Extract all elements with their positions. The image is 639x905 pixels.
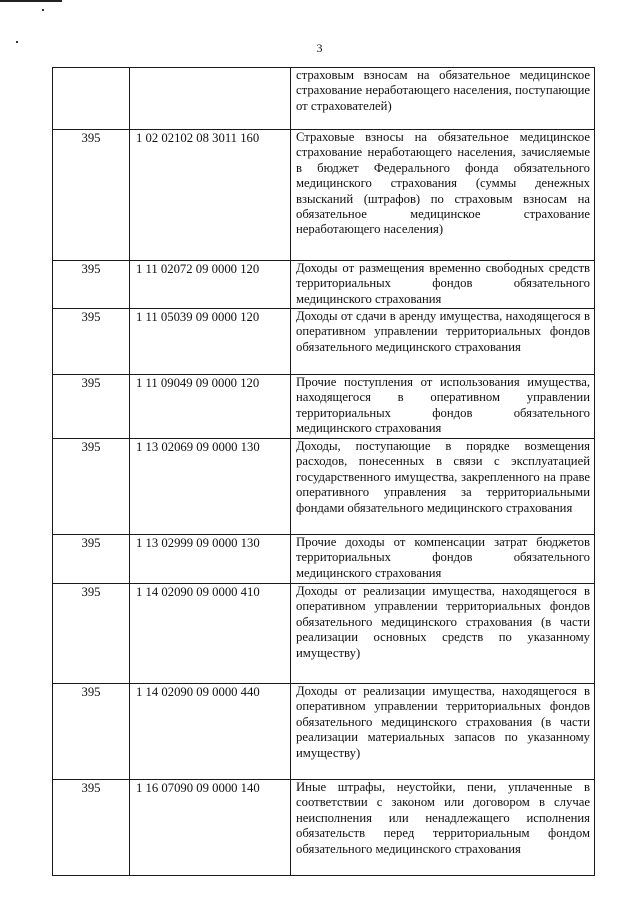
- table-row: [53, 130, 595, 261]
- administrator-code-cell: 395: [53, 535, 130, 584]
- revenue-description-cell: Прочие доходы от компенсации затрат бюджетов территориальных фондов обязательного медицинского страхования: [291, 535, 595, 584]
- table-row: [53, 261, 595, 309]
- budget-classification-code-cell: 1 11 05039 09 0000 120: [130, 309, 291, 375]
- revenue-description-cell: Доходы, поступающие в порядке возмещения расходов, понесенных в связи с эксплуатацией государственного имущества, закрепленного на праве оперативного управления за территориальными фондами обязательного медицинского страхования: [291, 439, 595, 535]
- administrator-code-cell: 395: [53, 309, 130, 375]
- budget-classification-code-cell: 1 11 02072 09 0000 120: [130, 261, 291, 309]
- table-row: [53, 780, 595, 876]
- revenue-description-cell: Доходы от сдачи в аренду имущества, находящегося в оперативном управлении территориальных фондов обязательного медицинского страхования: [291, 309, 595, 375]
- revenue-description-cell: страховым взносам на обязательное медицинское страхование неработающего населения, поступающие от страхователей): [291, 68, 595, 130]
- budget-classification-code-cell: 1 13 02069 09 0000 130: [130, 439, 291, 535]
- revenue-description-cell: Иные штрафы, неустойки, пени, уплаченные в соответствии с законом или договором в случае неисполнения или ненадлежащего исполнения обязательств перед территориальным фондом обязательного медицинского страхования: [291, 780, 595, 876]
- administrator-code-cell: 395: [53, 375, 130, 439]
- table-row: [53, 68, 595, 130]
- budget-classification-code-cell: 1 14 02090 09 0000 440: [130, 684, 291, 780]
- table-row: [53, 439, 595, 535]
- administrator-code-cell: 395: [53, 439, 130, 535]
- table-row: [53, 375, 595, 439]
- page-number: 3: [316, 41, 323, 55]
- revenue-classification-table: [52, 67, 595, 876]
- administrator-code-cell: 395: [53, 130, 130, 261]
- table-row: [53, 309, 595, 375]
- revenue-description-cell: Доходы от реализации имущества, находящегося в оперативном управлении территориальных фондов обязательного медицинского страхования (в части реализации основных средств по указанному имуществу): [291, 584, 595, 684]
- administrator-code-cell: [53, 68, 130, 130]
- revenue-description-cell: Доходы от реализации имущества, находящегося в оперативном управлении территориальных фондов обязательного медицинского страхования (в части реализации материальных запасов по указанному имуществу): [291, 684, 595, 780]
- administrator-code-cell: 395: [53, 684, 130, 780]
- table-row: [53, 584, 595, 684]
- scan-edge-mark: [0, 0, 62, 2]
- table-row: [53, 535, 595, 584]
- budget-classification-code-cell: 1 11 09049 09 0000 120: [130, 375, 291, 439]
- table-row: [53, 684, 595, 780]
- administrator-code-cell: 395: [53, 584, 130, 684]
- administrator-code-cell: 395: [53, 261, 130, 309]
- administrator-code-cell: 395: [53, 780, 130, 876]
- revenue-description-cell: Прочие поступления от использования имущества, находящегося в оперативном управлении территориальных фондов обязательного медицинского страхования: [291, 375, 595, 439]
- budget-classification-code-cell: 1 14 02090 09 0000 410: [130, 584, 291, 684]
- scan-speck: [42, 9, 44, 11]
- budget-classification-code-cell: 1 16 07090 09 0000 140: [130, 780, 291, 876]
- budget-classification-code-cell: 1 13 02999 09 0000 130: [130, 535, 291, 584]
- budget-classification-code-cell: 1 02 02102 08 3011 160: [130, 130, 291, 261]
- revenue-description-cell: Страховые взносы на обязательное медицинское страхование неработающего населения, зачисляемые в бюджет Федерального фонда обязательного медицинского страхования (суммы денежных взысканий (штрафов) по страховым взносам на обязательное медицинское страхование неработающего населения): [291, 130, 595, 261]
- budget-classification-code-cell: [130, 68, 291, 130]
- revenue-description-cell: Доходы от размещения временно свободных средств территориальных фондов обязательного медицинского страхования: [291, 261, 595, 309]
